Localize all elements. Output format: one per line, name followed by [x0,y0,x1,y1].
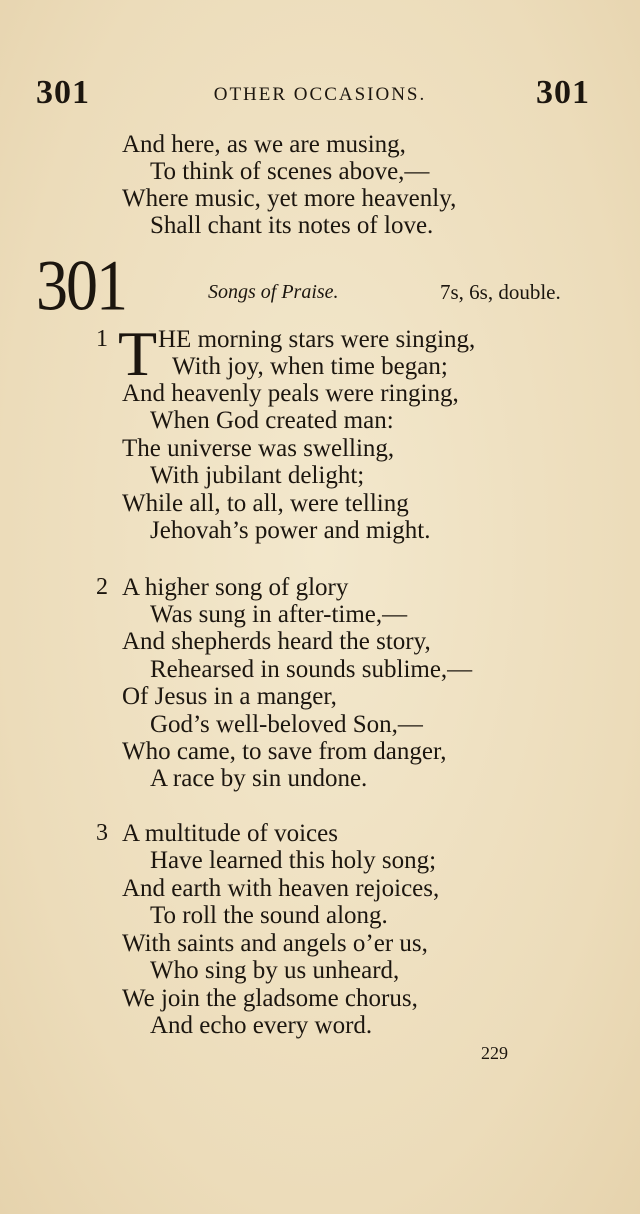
verse-number: 2 [96,574,108,600]
verse-line: With jubilant delight; [150,462,365,489]
verse-line: While all, to all, were telling [122,490,409,517]
prev-stanza-line: Where music, yet more heavenly, [122,185,457,212]
verse-line: God’s well-beloved Son,— [150,711,423,738]
hymn-title: Songs of Praise. [208,281,339,303]
verse-line: When God created man: [150,407,394,434]
prev-stanza-line: And here, as we are musing, [122,131,406,158]
verse-line: We join the gladsome chorus, [122,985,418,1012]
verse-line: And heavenly peals were ringing, [122,380,459,407]
verse-line: Have learned this holy song; [150,847,437,874]
running-header-title: OTHER OCCASIONS. [213,84,427,105]
page-number: 229 [481,1043,508,1063]
drop-cap: T [118,318,158,389]
verse-line: With joy, when time began; [172,353,448,380]
verse-number: 3 [96,820,108,846]
verse-line: Of Jesus in a manger, [122,683,337,710]
hymn-meter: 7s, 6s, double. [440,280,561,304]
verse-line: A higher song of glory [122,574,349,601]
verse-line: Jehovah’s power and might. [150,517,431,544]
verse-line: Rehearsed in sounds sublime,— [150,656,473,683]
verse-line: To roll the sound along. [150,902,388,929]
verse-line: A multitude of voices [122,820,338,847]
verse-line: A race by sin undone. [150,765,368,792]
verse-line: Was sung in after-time,— [150,601,408,628]
verse-line: And echo every word. [150,1012,373,1039]
prev-stanza-line: Shall chant its notes of love. [150,212,434,239]
verse-line: And earth with heaven rejoices, [122,875,440,902]
verse-line: With saints and angels o’er us, [122,930,428,957]
verse-line: Who sing by us unheard, [150,957,400,984]
verse-line: Who came, to save from danger, [122,738,447,765]
verse-line: HE morning stars were singing, [158,326,476,353]
verse-line: The universe was swelling, [122,435,395,462]
verse-number: 1 [96,326,108,352]
header-hymn-number-right: 301 [536,74,590,111]
header-hymn-number-left: 301 [36,74,90,111]
hymn-number: 301 [36,245,126,326]
verse-line: And shepherds heard the story, [122,628,431,655]
prev-stanza-line: To think of scenes above,— [150,158,430,185]
